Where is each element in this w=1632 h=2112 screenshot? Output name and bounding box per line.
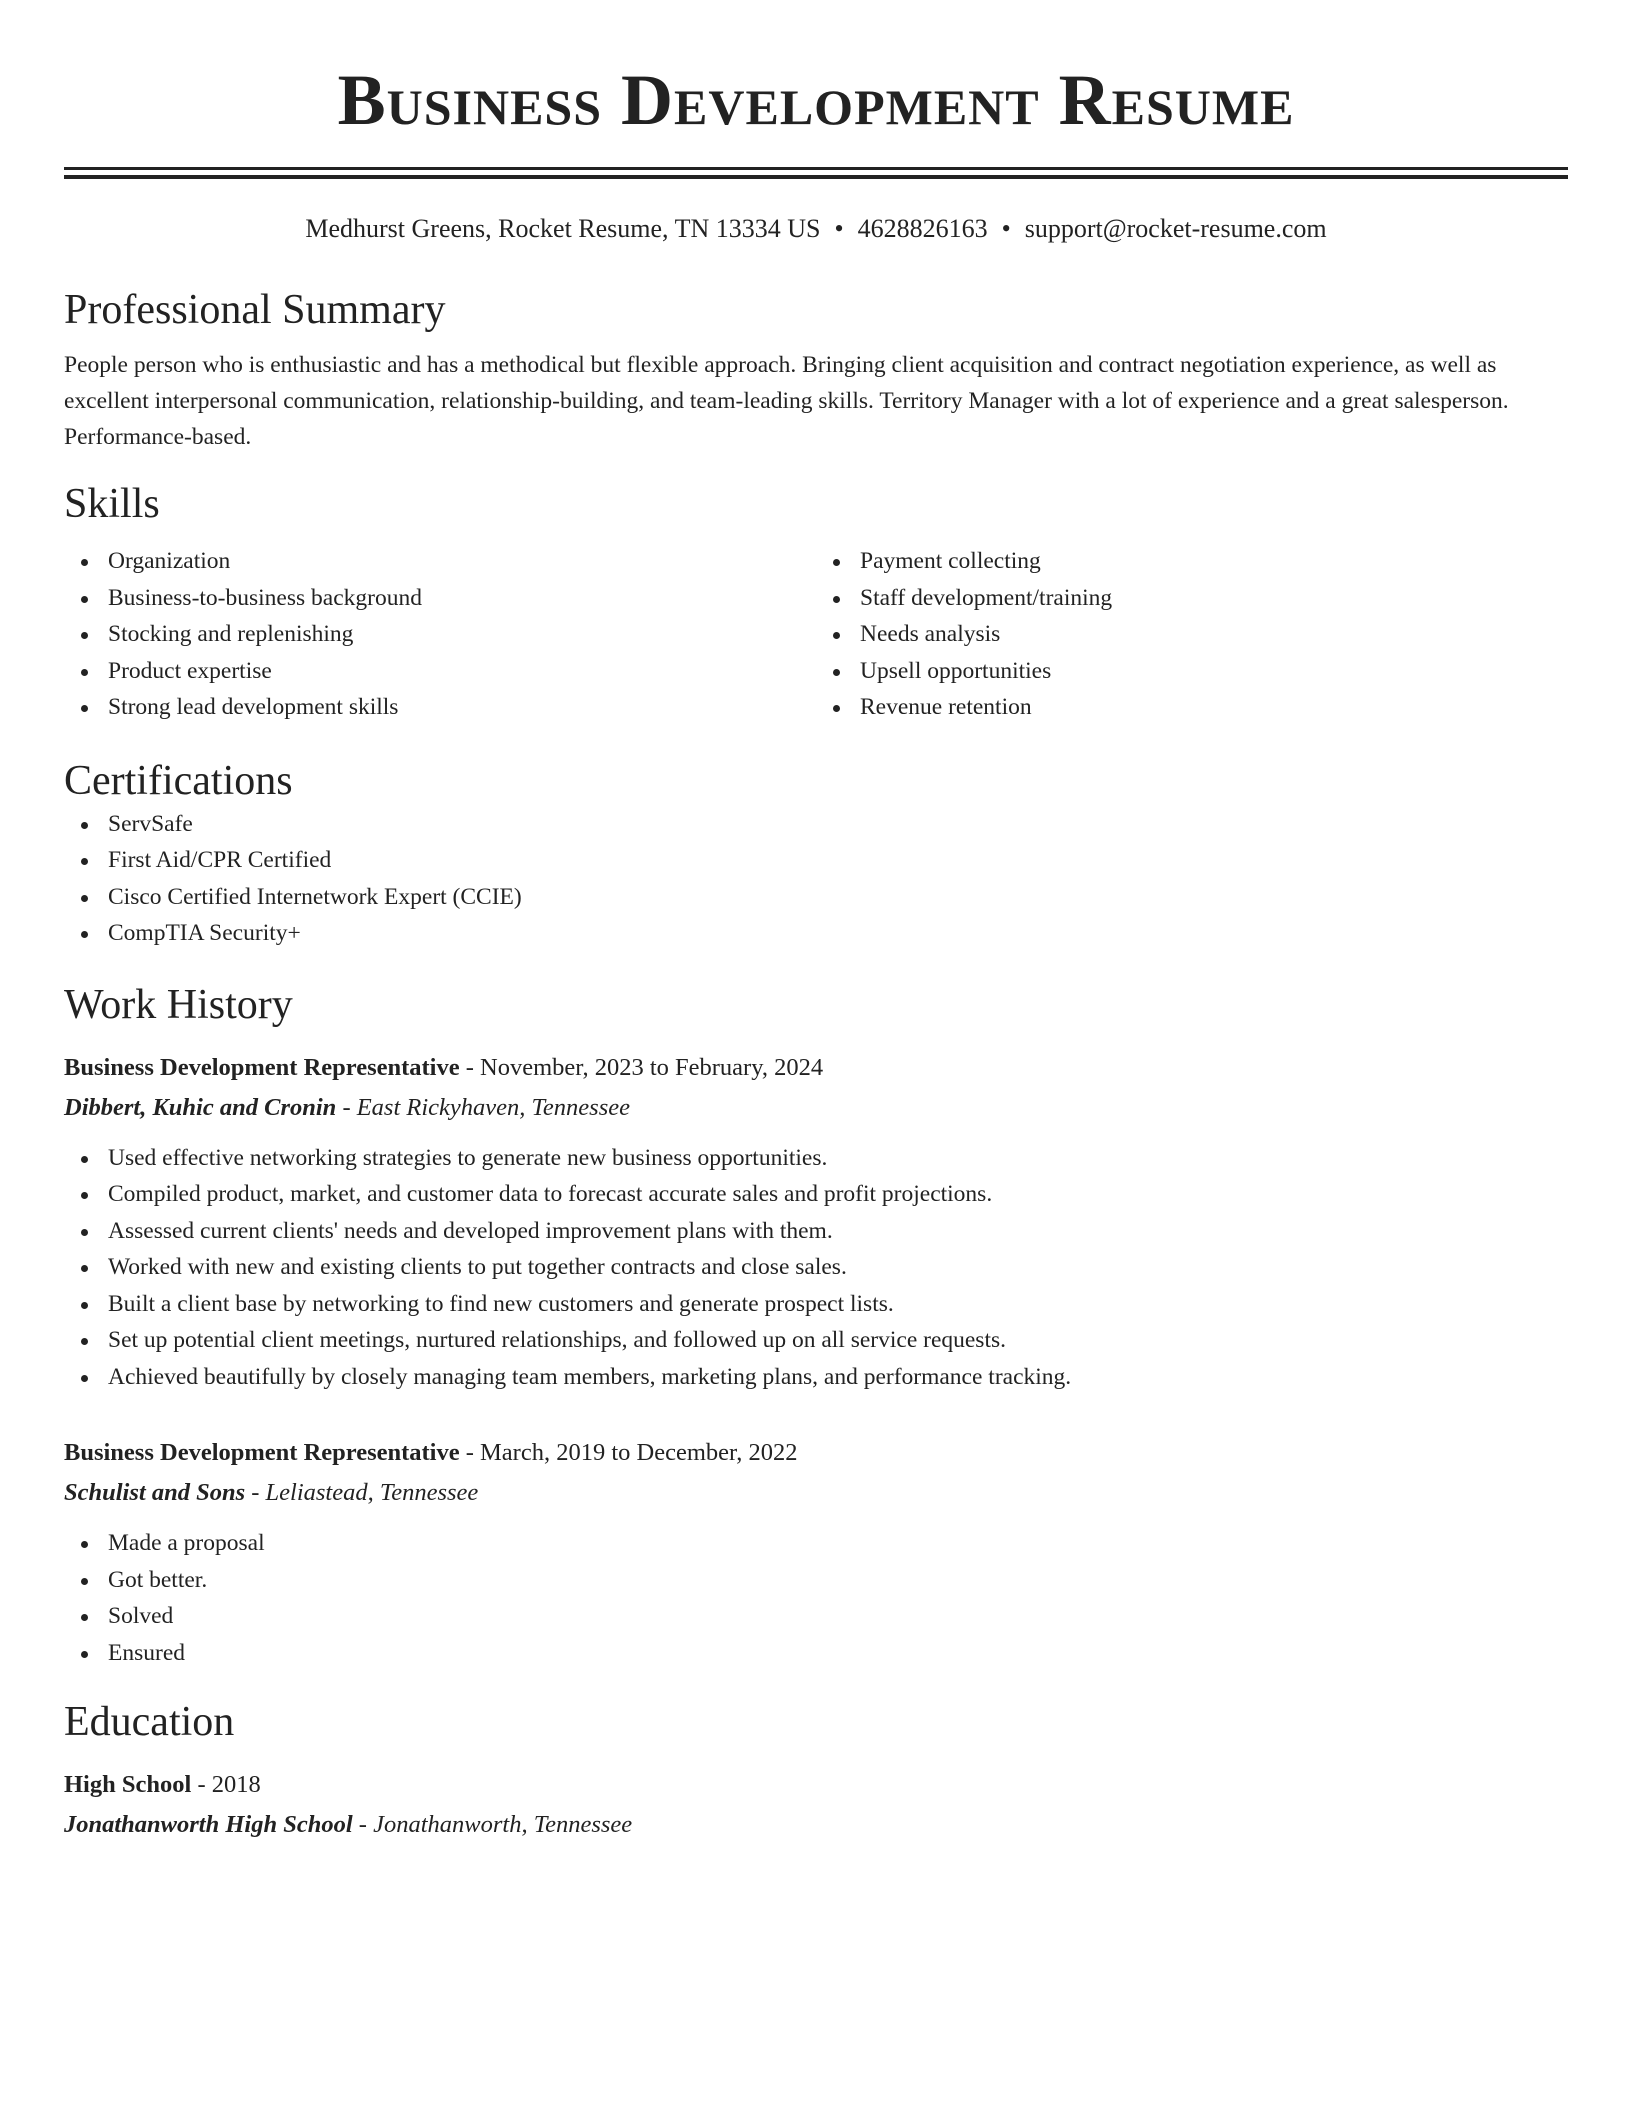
contact-separator: • (1001, 214, 1011, 243)
job-company-line (64, 1088, 1568, 1128)
job-company: Schulist and Sons (64, 1479, 246, 1506)
skill-item: Upsell opportunities (816, 653, 1568, 690)
skill-item: Business-to-business background (64, 580, 816, 617)
job-duties-list (64, 1140, 1568, 1396)
job-duty-item: Built a client base by networking to find new customers and generate prospect lists. (64, 1286, 1568, 1323)
contact-address: Medhurst Greens, Rocket Resume, TN 13334 US (305, 214, 821, 243)
education-school-line (64, 1805, 1568, 1845)
skills-columns (64, 543, 1568, 726)
skills-list-right (816, 543, 1568, 726)
contact-phone: 4628826163 (857, 214, 988, 243)
job-dates: - March, 2019 to December, 2022 (459, 1439, 798, 1466)
job-entry (64, 1048, 1568, 1396)
education-year: - 2018 (191, 1771, 261, 1798)
title-divider-bottom (64, 175, 1568, 179)
contact-email: support@rocket-resume.com (1024, 214, 1327, 243)
certification-item: ServSafe (64, 806, 1568, 843)
job-title: Business Development Representative (64, 1053, 460, 1081)
skill-item: Strong lead development skills (64, 689, 816, 726)
job-duty-item: Set up potential client meetings, nurtured relationships, and followed up on all service requests. (64, 1322, 1568, 1359)
skill-item: Payment collecting (816, 543, 1568, 580)
certifications-heading: Certifications (64, 757, 293, 804)
job-title-line (64, 1433, 1568, 1473)
job-duty-item: Compiled product, market, and customer data to forecast accurate sales and profit projections. (64, 1176, 1568, 1213)
skill-item: Revenue retention (816, 689, 1568, 726)
education-degree: High School (64, 1771, 192, 1798)
skill-item: Organization (64, 543, 816, 580)
job-location: - East Rickyhaven, Tennessee (336, 1093, 630, 1121)
education-heading: Education (64, 1699, 235, 1745)
job-duty-item: Used effective networking strategies to generate new business opportunities. (64, 1140, 1568, 1177)
job-duty-item: Made a proposal (64, 1525, 1568, 1562)
job-duty-item: Achieved beautifully by closely managing team members, marketing plans, and performance tracking. (64, 1359, 1568, 1396)
job-location: - Leliastead, Tennessee (245, 1479, 479, 1506)
job-duty-item: Ensured (64, 1635, 1568, 1672)
contact-line (64, 213, 1568, 245)
job-entry (64, 1433, 1568, 1671)
skills-list-left (64, 543, 816, 726)
job-duties-list (64, 1525, 1568, 1671)
skill-item: Needs analysis (816, 616, 1568, 653)
skill-item: Product expertise (64, 653, 816, 690)
job-duty-item: Worked with new and existing clients to put together contracts and close sales. (64, 1249, 1568, 1286)
skill-item: Staff development/training (816, 580, 1568, 617)
resume-title: Business Development Resume (337, 60, 1295, 140)
job-title-line (64, 1048, 1568, 1088)
contact-separator: • (834, 214, 844, 243)
title-divider-top (64, 167, 1568, 170)
certification-item: Cisco Certified Internetwork Expert (CCIE) (64, 879, 1568, 916)
education-school: Jonathanworth High School (64, 1811, 353, 1838)
skill-item: Stocking and replenishing (64, 616, 816, 653)
certifications-list (64, 806, 1568, 952)
certification-item: First Aid/CPR Certified (64, 842, 1568, 879)
summary-heading: Professional Summary (64, 287, 446, 333)
job-duty-item: Solved (64, 1598, 1568, 1635)
education-entry (64, 1765, 1568, 1845)
job-duty-item: Got better. (64, 1562, 1568, 1599)
education-location: - Jonathanworth, Tennessee (352, 1811, 633, 1838)
job-title: Business Development Representative (64, 1439, 460, 1466)
job-company: Dibbert, Kuhic and Cronin (64, 1093, 337, 1121)
skills-heading: Skills (64, 481, 160, 527)
job-duty-item: Assessed current clients' needs and developed improvement plans with them. (64, 1213, 1568, 1250)
education-degree-line (64, 1765, 1568, 1805)
work-history-heading: Work History (64, 981, 293, 1028)
job-company-line (64, 1473, 1568, 1513)
job-dates: - November, 2023 to February, 2024 (459, 1053, 824, 1081)
certification-item: CompTIA Security+ (64, 915, 1568, 952)
summary-text: People person who is enthusiastic and has a methodical but flexible approach. Bringing client acquisition and contract negotiation experience, as well as excellent interpersonal communication, relationship-building, and team-leading skills. Territory Manager with a lot of experience and a great salesperson. Performance-based. (64, 352, 1509, 450)
